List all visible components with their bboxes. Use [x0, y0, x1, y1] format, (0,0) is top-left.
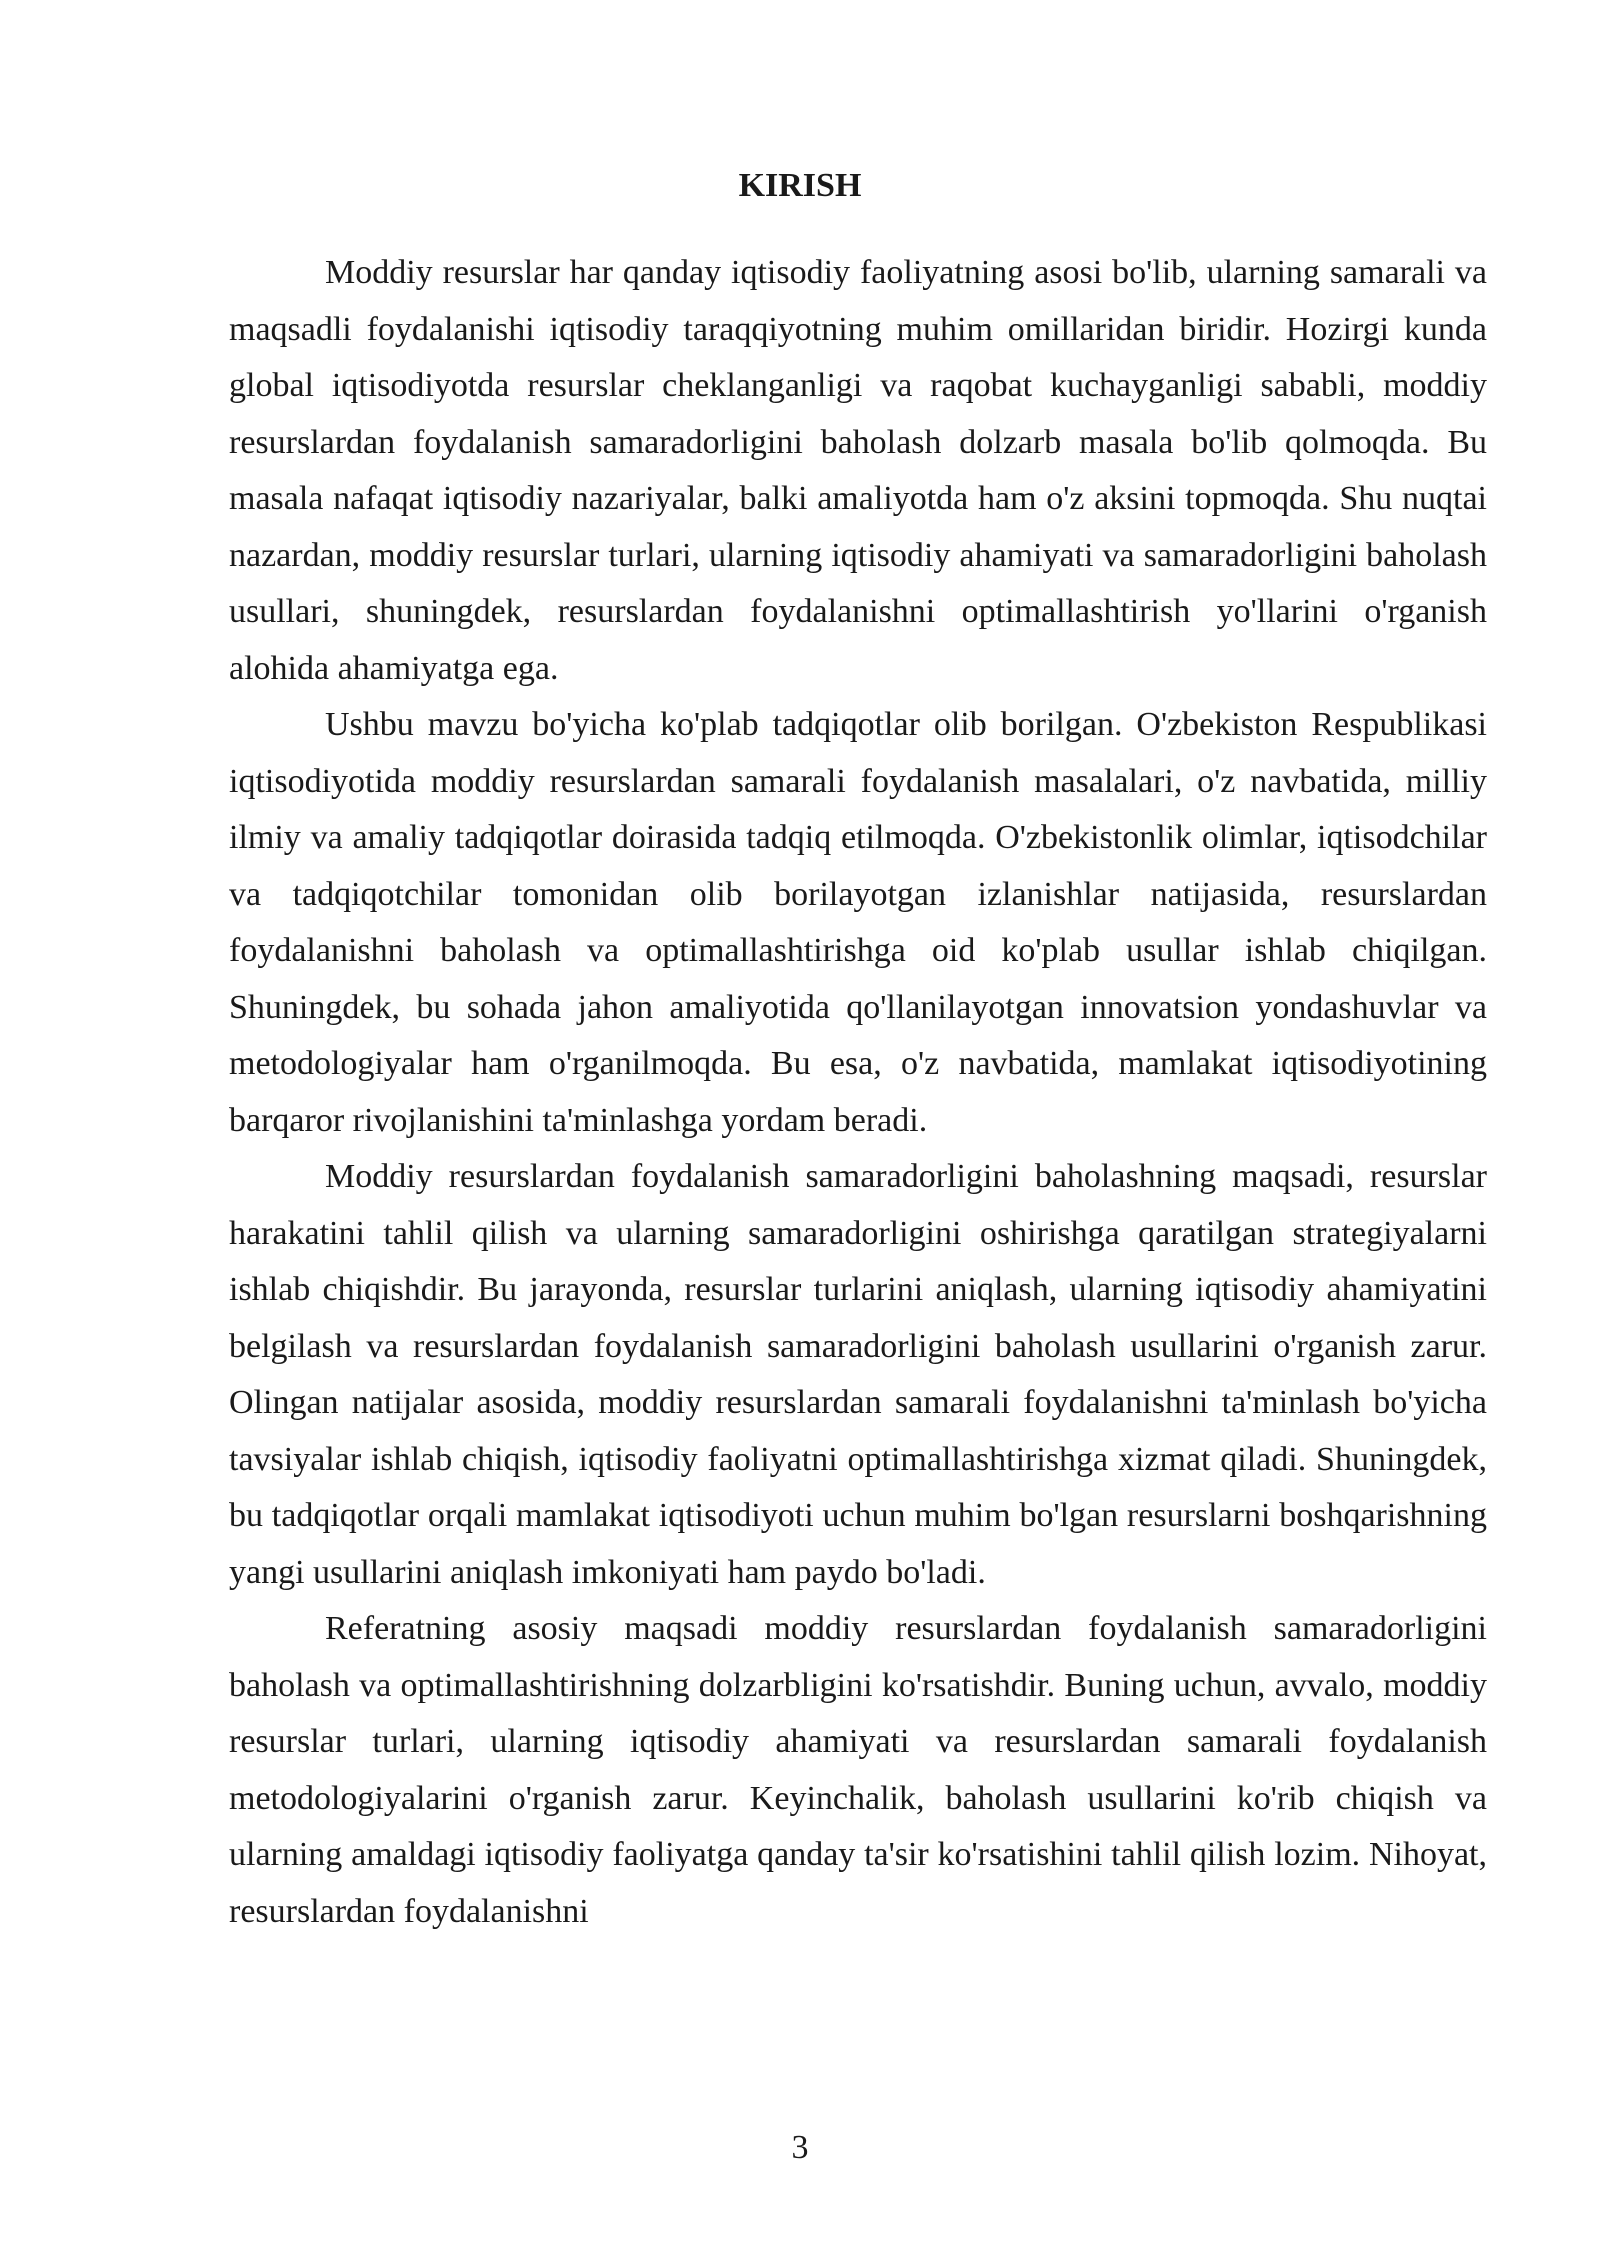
paragraph-1: Moddiy resurslar har qanday iqtisodiy faoliyatning asosi bo'lib, ularning samarali va maqsadli foydalanishi iqtisodiy taraqqiyotning muhim omillaridan biridir. Hozirgi kunda global iqtisodiyotda resurslar cheklanganligi va raqobat kuchayganligi sababli, moddiy resurslardan foydalanish samaradorligini baholash dolzarb masala bo'lib qolmoqda. Bu masala nafaqat iqtisodiy nazariyalar, balki amaliyotda ham o'z aksini topmoqda. Shu nuqtai nazardan, moddiy resurslar turlari, ularning iqtisodiy ahamiyati va samaradorligini baholash usullari, shuningdek, resurslardan foydalanishni optimallashtirish yo'llarini o'rganish alohida ahamiyatga ega. — [229, 254, 1487, 687]
paragraph-3: Moddiy resurslardan foydalanish samaradorligini baholashning maqsadi, resurslar harakatini tahlil qilish va ularning samaradorligini oshirishga qaratilgan strategiyalarni ishlab chiqishdir. Bu jarayonda, resurslar turlarini aniqlash, ularning iqtisodiy ahamiyatini belgilash va resurslardan foydalanish samaradorligini baholash usullarini o'rganish zarur. Olingan natijalar asosida, moddiy resurslardan samarali foydalanishni ta'minlash bo'yicha tavsiyalar ishlab chiqish, iqtisodiy faoliyatni optimallashtirishga xizmat qiladi. Shuningdek, bu tadqiqotlar orqali mamlakat iqtisodiyoti uchun muhim bo'lgan resurslarni boshqarishning yangi usullarini aniqlash imkoniyati ham paydo bo'ladi. — [229, 1158, 1487, 1591]
page-title: KIRISH — [738, 167, 862, 204]
page-number: 3 — [791, 2129, 809, 2166]
paragraph-4: Referatning asosiy maqsadi moddiy resurslardan foydalanish samaradorligini baholash va optimallashtirishning dolzarbligini ko'rsatishdir. Buning uchun, avvalo, moddiy resurslar turlari, ularning iqtisodiy ahamiyati va resurslardan samarali foydalanish metodologiyalarini o'rganish zarur. Keyinchalik, baholash usullarini ko'rib chiqish va ularning amaldagi iqtisodiy faoliyatga qanday ta'sir ko'rsatishini tahlil qilish lozim. Nihoyat, resurslardan foydalanishni — [229, 1610, 1487, 1930]
body-text — [229, 245, 1487, 1940]
paragraph-2: Ushbu mavzu bo'yicha ko'plab tadqiqotlar olib borilgan. O'zbekiston Respublikasi iqtisodiyotida moddiy resurslardan samarali foydalanish masalalari, o'z navbatida, milliy ilmiy va amaliy tadqiqotlar doirasida tadqiq etilmoqda. O'zbekistonlik olimlar, iqtisodchilar va tadqiqotchilar tomonidan olib borilayotgan izlanishlar natijasida, resurslardan foydalanishni baholash va optimallashtirishga oid ko'plab usullar ishlab chiqilgan. Shuningdek, bu sohada jahon amaliyotida qo'llanilayotgan innovatsion yondashuvlar va metodologiyalar ham o'rganilmoqda. Bu esa, o'z navbatida, mamlakat iqtisodiyotining barqaror rivojlanishini ta'minlashga yordam beradi. — [229, 706, 1487, 1139]
